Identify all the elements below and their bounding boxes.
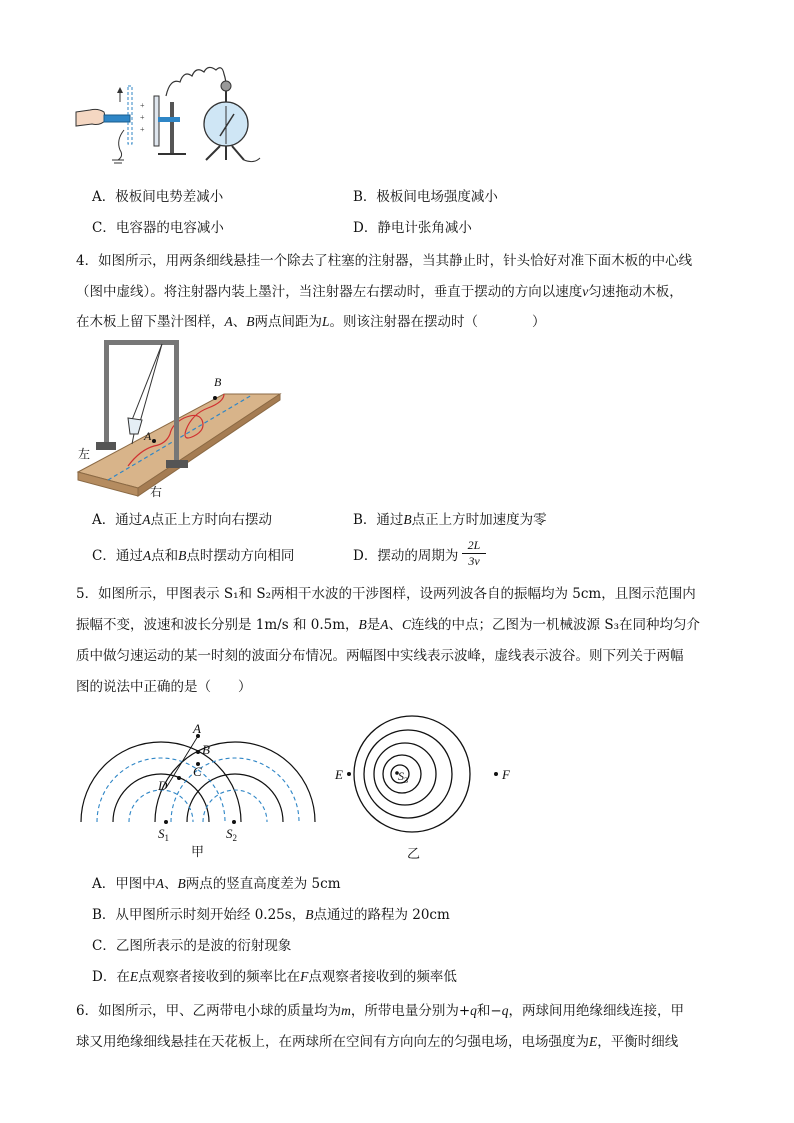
q5-option-d-text3: 点观察者接收到的频率低: [308, 969, 457, 985]
q3-option-c-text: 电容器的电容减小: [115, 220, 224, 236]
fig4-label-b: B: [214, 375, 222, 389]
q4-stem-line3-b: 两点间距为: [254, 314, 322, 330]
q5-option-a: [92, 874, 341, 894]
fig5-label-s2: S: [226, 826, 233, 841]
q4-option-c-var2: B: [178, 548, 187, 563]
q3-option-d: [353, 218, 472, 238]
q4-option-d-text: 摆动的周期为: [377, 548, 459, 564]
fig5b-label-s3: S: [398, 769, 404, 783]
q6-stem-line2-b: ，平衡时细线: [597, 1034, 679, 1050]
q4-option-a: [92, 510, 272, 530]
q4-option-b: [353, 510, 547, 530]
svg-text:S3: [398, 769, 408, 785]
svg-text:S1: [158, 826, 169, 843]
q4-stem-line3: [76, 312, 546, 332]
fig5b-label-f: F: [502, 767, 510, 782]
fig5-caption-jia: 甲: [191, 844, 205, 859]
q3-option-d-label: D．: [353, 220, 378, 236]
q3-option-d-text: 静电计张角减小: [377, 220, 472, 236]
q5-option-a-label: A．: [92, 876, 116, 892]
svg-text:+: +: [140, 101, 145, 110]
q5-option-c-text: 乙图所表示的是波的衍射现象: [115, 938, 292, 954]
q5-sep: 、: [388, 617, 403, 633]
fig4-label-a: A: [144, 429, 152, 443]
syringe-pendulum-figure: [74, 338, 286, 500]
q3-option-a: [92, 187, 223, 207]
q6-stem-line1: [76, 1001, 684, 1021]
q6-stem-line1-d: ，两球间用绝缘细线连接，甲: [508, 1003, 684, 1019]
q5-option-b-var-b: B: [305, 907, 314, 922]
fraction-denominator: 3v: [468, 554, 480, 568]
fig4-label-right: 右: [150, 485, 163, 499]
fig5-label-s2-sub: 2: [232, 833, 237, 843]
svg-text:+: +: [140, 125, 145, 134]
q4-var-v: v: [582, 284, 589, 299]
q4-stem-line1: 4．如图所示，用两条细线悬挂一个除去了柱塞的注射器，当其静止时，针头恰好对准下面木板的中心线: [76, 253, 693, 269]
q5-option-d-var-e: E: [129, 969, 139, 984]
q4-option-d: [353, 546, 458, 566]
fig5-label-s1: S: [158, 826, 165, 841]
q4-option-a-text2: 点正上方时向右摆动: [150, 512, 272, 528]
q5-stem-line2-b: 是: [366, 617, 381, 633]
interference-figure: [74, 716, 330, 860]
q5-option-a-var-a: A: [155, 876, 164, 891]
q6-stem-line2-a: 球又用绝缘细线悬挂在天花板上，在两球所在空间有方向向左的匀强电场，电场强度为: [76, 1034, 589, 1050]
q5-option-b-label: B．: [92, 907, 116, 923]
q5-var-c: C: [402, 617, 412, 632]
q4-option-c-text3: 点时摆动方向相同: [186, 548, 295, 564]
q4-option-c-label: C．: [92, 548, 116, 564]
q5-option-b: [92, 905, 450, 925]
q3-option-c: [92, 218, 224, 238]
q4-option-a-var: A: [142, 512, 151, 527]
fig5-label-s1-sub: 1: [164, 833, 169, 843]
q5-option-d-text2: 点观察者接收到的频率比在: [138, 969, 301, 985]
q4-option-b-label: B．: [353, 512, 377, 528]
q4-option-c: [92, 546, 294, 566]
q4-option-a-text1: 通过: [115, 512, 143, 528]
q5-option-a-text1: 甲图中: [115, 876, 156, 892]
q4-option-b-text2: 点正上方时加速度为零: [411, 512, 547, 528]
q3-option-a-text: 极板间电势差减小: [115, 189, 224, 205]
q6-stem-line1-c: 和−: [476, 1003, 502, 1019]
q5-stem-line1: 5．如图所示，甲图表示 S₁和 S₂两相干水波的干涉图样，设两列波各自的振幅均为 5cm，且图示范围内: [76, 586, 696, 602]
q4-option-b-var: B: [403, 512, 412, 527]
q3-option-a-label: A．: [92, 189, 116, 205]
fig5b-label-s3-sub: 3: [404, 776, 408, 785]
capacitor-electroscope-figure: [74, 60, 270, 172]
q3-option-b-label: B．: [353, 189, 377, 205]
q6-var-e: E: [589, 1034, 598, 1049]
q4-option-b-text1: 通过: [376, 512, 404, 528]
q4-option-a-label: A．: [92, 512, 116, 528]
q4-option-c-text1: 通过: [115, 548, 143, 564]
fig5b-caption-yi: 乙: [407, 846, 421, 861]
q4-stem-line3-c: 。则该注射器在摆动时（ ）: [329, 314, 546, 330]
q6-var-q2: q: [501, 1003, 509, 1018]
q6-stem-line1-b: ，所带电量分别为+: [350, 1003, 471, 1019]
fig5-label-d: D: [158, 778, 168, 793]
q5-stem-line4: 图的说法中正确的是（ ）: [76, 679, 252, 695]
q4-option-c-text2: 点和: [151, 548, 179, 564]
q5-stem-line2-a: 振幅不变，波速和波长分别是 1m/s 和 0.5m，: [76, 617, 359, 633]
q4-stem-line2-b: 匀速拖动木板，: [588, 284, 683, 300]
q5-stem-line2-d: 连线的中点；乙图为一机械波源 S₃在同种均匀介: [411, 617, 700, 633]
fig5b-label-e: E: [335, 767, 343, 782]
q6-var-m: m: [341, 1003, 351, 1018]
q5-stem-line3: 质中做匀速运动的某一时刻的波面分布情况。两幅图中实线表示波峰，虚线表示波谷。则下列关于两幅: [76, 648, 684, 664]
fig5-label-b: B: [202, 742, 210, 757]
q3-option-b-text: 极板间电场强度减小: [376, 189, 498, 205]
fraction-numerator: 2L: [462, 538, 486, 554]
q4-stem-line3-a: 在木板上留下墨汁图样，: [76, 314, 225, 330]
q4-stem-line2: [76, 282, 683, 302]
q4-option-d-label: D．: [353, 548, 378, 564]
q5-option-b-text1: 从甲图所示时刻开始经 0.25s，: [115, 907, 306, 923]
fig5-label-c: C: [193, 764, 202, 779]
q5-option-c-label: C．: [92, 938, 116, 954]
q5-option-a-text2: 两点的竖直高度差为 5cm: [185, 876, 341, 892]
q4-var-a: A: [224, 314, 233, 329]
q5-option-c: [92, 936, 291, 956]
q5-option-d-label: D．: [92, 969, 117, 985]
q4-stem-line2-a: （图中虚线）。将注射器内装上墨汁，当注射器左右摆动时，垂直于摆动的方向以速度: [76, 284, 583, 300]
q6-var-q1: q: [470, 1003, 477, 1018]
q5-option-a-var-b: B: [177, 876, 186, 891]
q4-var-l: L: [322, 314, 330, 329]
q5-option-d: [92, 967, 457, 987]
q5-option-d-var-f: F: [300, 969, 309, 984]
q3-option-c-label: C．: [92, 220, 116, 236]
q3-option-b: [353, 187, 498, 207]
svg-text:S2: [226, 826, 237, 843]
q4-sep: 、: [232, 314, 247, 330]
fig4-label-left: 左: [78, 447, 91, 461]
svg-text:+: +: [140, 113, 145, 122]
q5-option-b-text2: 点通过的路程为 20cm: [313, 907, 450, 923]
q5-var-a: A: [380, 617, 389, 632]
q5-var-b: B: [358, 617, 367, 632]
q4-option-c-var1: A: [142, 548, 152, 563]
q5-stem-line2: [76, 615, 700, 635]
q6-stem-line1-a: 6．如图所示，甲、乙两带电小球的质量均为: [76, 1003, 342, 1019]
fig5-label-a: A: [193, 721, 201, 736]
q4-var-b: B: [246, 314, 255, 329]
moving-source-figure: [330, 710, 520, 864]
q5-option-d-text1: 在: [116, 969, 130, 985]
q4-option-d-fraction: [462, 538, 486, 569]
q6-stem-line2: [76, 1032, 678, 1052]
q5-option-a-sep: 、: [164, 876, 178, 892]
